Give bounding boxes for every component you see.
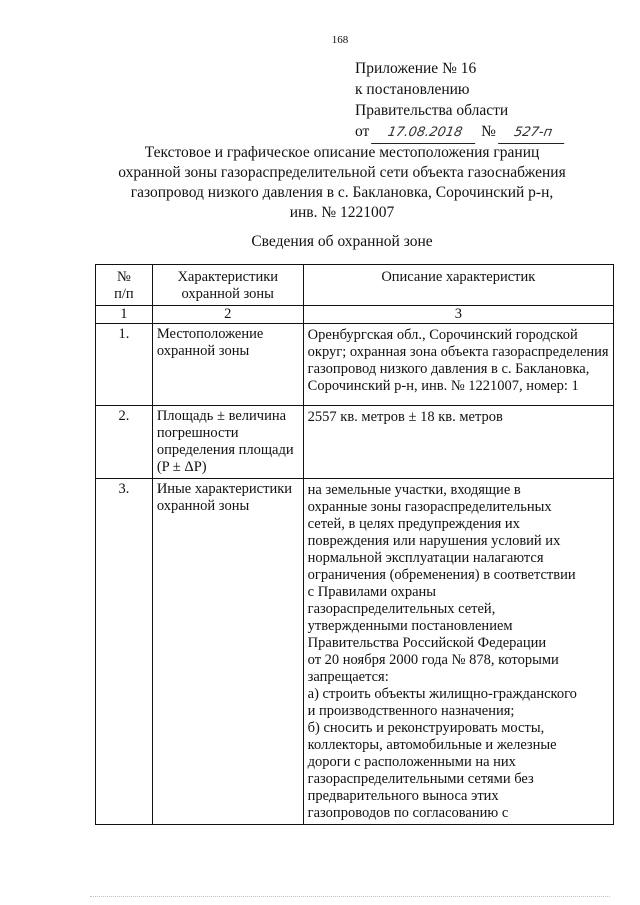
description-line: дороги с расположенными на них <box>307 754 516 770</box>
from-label: от <box>355 123 370 140</box>
row-description: Оренбургская обл., Сорочинский городской округ; охранная зона объекта газораспределения газопровод низкого давления в с. Баклановка, Сорочинский р-н, инв. № 1221007, номер: 1 <box>303 324 613 406</box>
appendix-block <box>355 58 566 144</box>
appendix-line-1: Приложение № 16 <box>355 60 477 77</box>
title-line-4: инв. № 1221007 <box>289 204 395 221</box>
header-number <box>96 265 153 306</box>
description-line: газораспределительных сетей, <box>307 601 496 617</box>
column-number-1: 1 <box>96 306 153 324</box>
title-line-3: газопровод низкого давления в с. Баклановка, Сорочинский р-н, <box>130 184 554 201</box>
row-number: 3. <box>96 479 153 825</box>
protection-zone-table <box>95 264 614 825</box>
table-row <box>96 324 614 406</box>
header-number-line-2: п/п <box>114 286 134 302</box>
description-line: запрещается: <box>307 669 389 685</box>
column-number-2: 2 <box>152 306 303 324</box>
column-number-3: 3 <box>303 306 613 324</box>
column-number-row <box>96 306 614 324</box>
table-row <box>96 479 614 825</box>
description-line: а) строить объекты жилищно-гражданского <box>307 686 577 702</box>
description-line: коллекторы, автомобильные и железные <box>307 737 557 753</box>
scan-artifact-line <box>90 896 610 903</box>
description-line: на земельные участки, входящие в <box>307 482 521 498</box>
appendix-line-3: Правительства области <box>355 102 509 119</box>
page-number: 168 <box>331 34 349 46</box>
header-characteristic <box>152 265 303 306</box>
table-row <box>96 406 614 479</box>
description-line: б) сносить и реконструировать мосты, <box>307 720 545 736</box>
description-line: и производственного назначения; <box>307 703 515 719</box>
description-line: с Правилами охраны <box>307 584 437 600</box>
row-number: 2. <box>96 406 153 479</box>
header-description: Описание характеристик <box>303 265 613 306</box>
description-line: ограничения (обременения) в соответствии <box>307 567 576 583</box>
handwritten-date: 17.08.2018 <box>371 122 479 144</box>
row-characteristic: Местоположение охранной зоны <box>152 324 303 406</box>
title-line-2: охранной зоны газораспределительной сети объекта газоснабжения <box>118 164 566 181</box>
appendix-line-4 <box>355 121 566 144</box>
description-line: Правительства Российской Федерации <box>307 635 547 651</box>
description-line: газопроводов по согласованию с <box>307 805 509 821</box>
row-characteristic: Иные характеристики охранной зоны <box>152 479 303 825</box>
row-number: 1. <box>96 324 153 406</box>
description-line: повреждения или нарушения условий их <box>307 533 561 549</box>
header-characteristic-line-2: охранной зоны <box>181 286 274 302</box>
table-header-row <box>96 265 614 306</box>
document-title <box>100 143 584 223</box>
appendix-line-2: к постановлению <box>355 81 470 98</box>
section-subtitle: Сведения об охранной зоне <box>251 233 433 250</box>
row-description <box>303 479 613 825</box>
number-label: № <box>481 123 496 140</box>
header-number-line-1: № <box>116 269 131 285</box>
row-characteristic: Площадь ± величина погрешности определения площади (P ± ΔP) <box>152 406 303 479</box>
description-line: сетей, в целях предупреждения их <box>307 516 520 532</box>
header-characteristic-line-1: Характеристики <box>177 269 279 285</box>
title-line-1: Текстовое и графическое описание местоположения границ <box>144 144 540 161</box>
description-line: газораспределительными сетями без <box>307 771 534 787</box>
description-line: утвержденными постановлением <box>307 618 513 634</box>
description-line: от 20 ноября 2000 года № 878, которыми <box>307 652 559 668</box>
description-line: предварительного выноса этих <box>307 788 499 804</box>
row-description: 2557 кв. метров ± 18 кв. метров <box>303 406 613 479</box>
description-line: нормальной эксплуатации налагаются <box>307 550 544 566</box>
description-line: охранные зоны газораспределительных <box>307 499 552 515</box>
handwritten-number: 527-п <box>498 122 568 144</box>
